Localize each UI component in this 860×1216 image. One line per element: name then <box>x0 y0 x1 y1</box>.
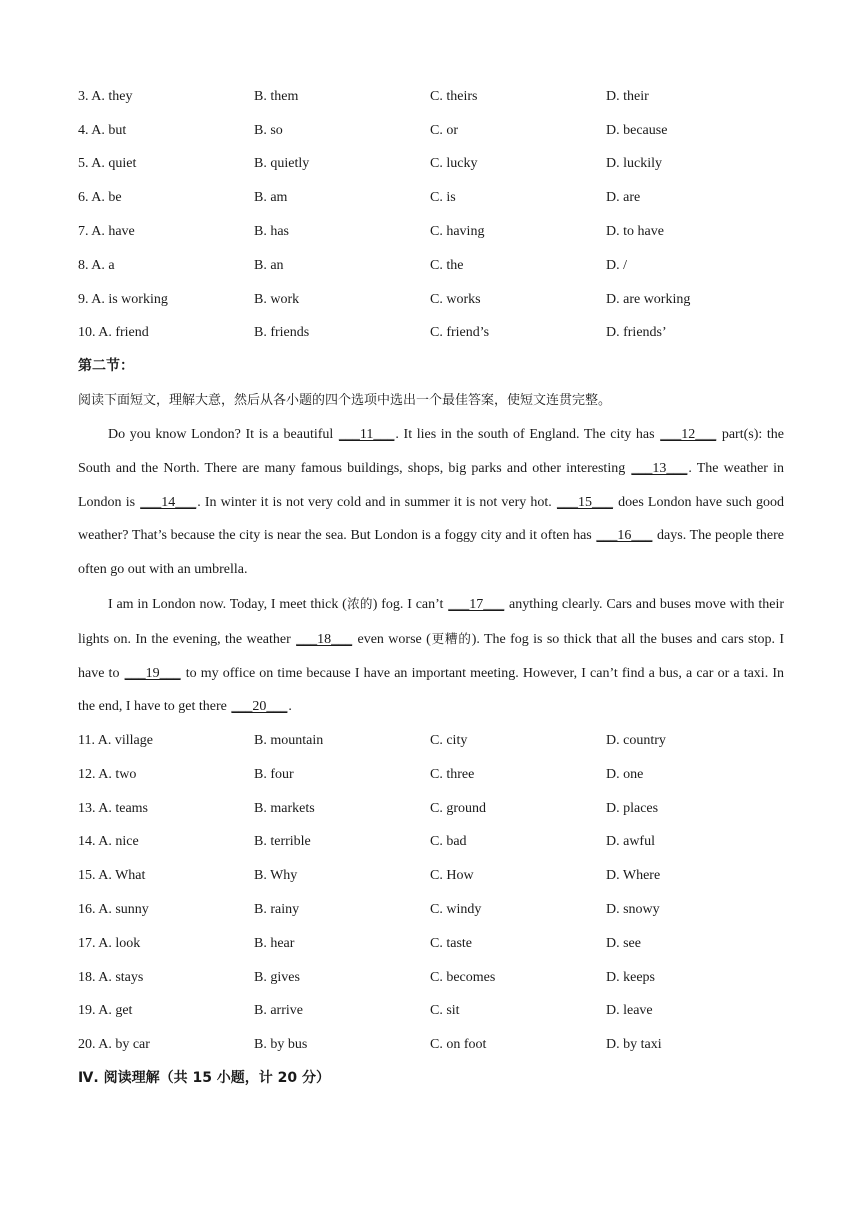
option-a: 7. A. have <box>78 224 135 240</box>
option-row-16 <box>78 893 784 927</box>
passage-text: Do you know London? It is a beautiful <box>108 426 338 442</box>
option-row-13 <box>78 792 784 826</box>
option-d: D. awful <box>606 834 655 850</box>
option-a: 8. A. a <box>78 257 115 273</box>
option-a: 15. A. What <box>78 868 146 884</box>
passage-paragraph-1 <box>78 418 784 587</box>
option-d: D. are working <box>606 291 691 307</box>
option-b: B. quietly <box>254 156 310 172</box>
option-d: D. / <box>606 257 627 273</box>
option-d: D. by taxi <box>606 1037 662 1053</box>
passage-text: . <box>288 699 292 715</box>
option-b: B. markets <box>254 800 315 816</box>
option-d: D. snowy <box>606 902 660 918</box>
option-row-12 <box>78 758 784 792</box>
option-b: B. friends <box>254 325 310 341</box>
option-a: 5. A. quiet <box>78 156 137 172</box>
option-b: B. gives <box>254 969 300 985</box>
option-d: D. because <box>606 122 668 138</box>
option-list-bottom <box>78 724 784 1062</box>
option-c: C. bad <box>430 834 467 850</box>
option-d: D. are <box>606 190 641 206</box>
option-c: C. lucky <box>430 156 478 172</box>
passage-text: ). The fog is so thick that all the buses and cars stop. I have to <box>78 631 784 681</box>
option-d: D. places <box>606 800 659 816</box>
section-two-heading: 第二节： <box>78 358 134 375</box>
blank-11: ___11___ <box>338 426 395 442</box>
option-row-7 <box>78 215 784 249</box>
option-c: C. theirs <box>430 88 478 104</box>
blank-15: ___15___ <box>556 494 613 510</box>
option-b: B. arrive <box>254 1003 303 1019</box>
option-d: D. leave <box>606 1003 653 1019</box>
option-c: C. taste <box>430 935 472 951</box>
passage-text: anything clearly. Cars and buses move with their lights on. In the evening, the weather <box>78 596 784 647</box>
option-b: B. has <box>254 224 289 240</box>
option-b: B. four <box>254 766 294 782</box>
passage-text: . It lies in the south of England. The city has <box>395 426 660 442</box>
option-row-15 <box>78 859 784 893</box>
option-d: D. to have <box>606 224 664 240</box>
option-a: 4. A. but <box>78 122 127 138</box>
blank-13: ___13___ <box>631 460 688 476</box>
option-list-top <box>78 80 784 350</box>
option-b: B. so <box>254 122 283 138</box>
option-c: C. three <box>430 766 475 782</box>
option-a: 10. A. friend <box>78 325 149 341</box>
option-row-3 <box>78 80 784 114</box>
option-d: D. see <box>606 935 641 951</box>
blank-20: ___20___ <box>231 699 288 715</box>
option-c: C. city <box>430 733 468 749</box>
option-c: C. on foot <box>430 1037 487 1053</box>
option-a: 14. A. nice <box>78 834 139 850</box>
option-c: C. ground <box>430 800 486 816</box>
option-row-9 <box>78 283 784 317</box>
section-two-instruction: 阅读下面短文，理解大意，然后从各小题的四个选项中选出一个最佳答案，使短文连贯完整。 <box>78 393 612 409</box>
option-c: C. windy <box>430 902 482 918</box>
option-a: 17. A. look <box>78 935 141 951</box>
part-four-heading: Ⅳ. 阅读理解（共 15 小题，计 20 分） <box>78 1070 331 1087</box>
blank-16: ___16___ <box>596 528 653 544</box>
option-c: C. the <box>430 257 464 273</box>
option-a: 19. A. get <box>78 1003 133 1019</box>
option-c: C. works <box>430 291 481 307</box>
option-a: 9. A. is working <box>78 291 168 307</box>
blank-12: ___12___ <box>660 426 717 442</box>
option-row-5 <box>78 148 784 182</box>
option-a: 3. A. they <box>78 88 133 104</box>
option-b: B. hear <box>254 935 295 951</box>
option-a: 20. A. by car <box>78 1037 150 1053</box>
option-d: D. one <box>606 766 644 782</box>
option-c: C. or <box>430 122 458 138</box>
option-row-20 <box>78 1028 784 1062</box>
option-row-4 <box>78 114 784 148</box>
option-d: D. friends’ <box>606 325 667 341</box>
option-d: D. their <box>606 88 649 104</box>
option-a: 11. A. village <box>78 733 153 749</box>
passage-paragraph-2 <box>78 587 784 724</box>
blank-19: ___19___ <box>124 665 181 681</box>
option-b: B. by bus <box>254 1037 308 1053</box>
option-b: B. am <box>254 190 288 206</box>
option-d: D. country <box>606 733 666 749</box>
option-b: B. terrible <box>254 834 311 850</box>
option-d: D. Where <box>606 868 661 884</box>
option-a: 12. A. two <box>78 766 137 782</box>
option-c: C. sit <box>430 1003 460 1019</box>
gloss-thick: 浓的 <box>346 595 373 611</box>
option-b: B. them <box>254 88 299 104</box>
option-b: B. Why <box>254 868 298 884</box>
option-a: 18. A. stays <box>78 969 144 985</box>
passage-text: days. The people there often go out with an umbrella. <box>78 528 784 578</box>
option-row-19 <box>78 995 784 1029</box>
passage-text: I am in London now. Today, I meet thick ( <box>108 596 347 612</box>
option-c: C. is <box>430 190 456 206</box>
option-d: D. keeps <box>606 969 655 985</box>
option-c: C. How <box>430 868 474 884</box>
exam-page <box>78 80 784 1096</box>
blank-17: ___17___ <box>448 596 505 612</box>
option-b: B. work <box>254 291 300 307</box>
option-a: 16. A. sunny <box>78 902 149 918</box>
passage-text: . In winter it is not very cold and in summer it is not very hot. <box>197 494 556 510</box>
gloss-worse: 更糟的 <box>430 630 472 646</box>
option-a: 13. A. teams <box>78 800 148 816</box>
passage-text: even worse ( <box>353 631 431 647</box>
option-row-17 <box>78 927 784 961</box>
option-c: C. friend’s <box>430 325 490 341</box>
blank-18: ___18___ <box>296 631 353 647</box>
option-b: B. an <box>254 257 284 273</box>
passage-text: to my office on time because I have an important meeting. However, I can’t find a bus, a car or a taxi. In the end, I have to get there <box>78 665 784 715</box>
option-b: B. rainy <box>254 902 300 918</box>
option-a: 6. A. be <box>78 190 122 206</box>
option-row-14 <box>78 826 784 860</box>
passage-text: does London have such good weather? That’s because the city is near the sea. But London is a foggy city and it often has <box>78 494 784 544</box>
option-b: B. mountain <box>254 733 324 749</box>
passage-text: part(s): the South and the North. There are many famous buildings, shops, big parks and other interesting <box>78 426 785 476</box>
option-c: C. having <box>430 224 485 240</box>
option-row-11 <box>78 724 784 758</box>
option-row-6 <box>78 181 784 215</box>
option-d: D. luckily <box>606 156 662 172</box>
passage-text: . The weather in London is <box>78 460 784 510</box>
option-row-8 <box>78 249 784 283</box>
option-row-10 <box>78 317 784 351</box>
option-c: C. becomes <box>430 969 496 985</box>
passage-text: ) fog. I can’t <box>372 596 448 612</box>
option-row-18 <box>78 961 784 995</box>
blank-14: ___14___ <box>140 494 197 510</box>
